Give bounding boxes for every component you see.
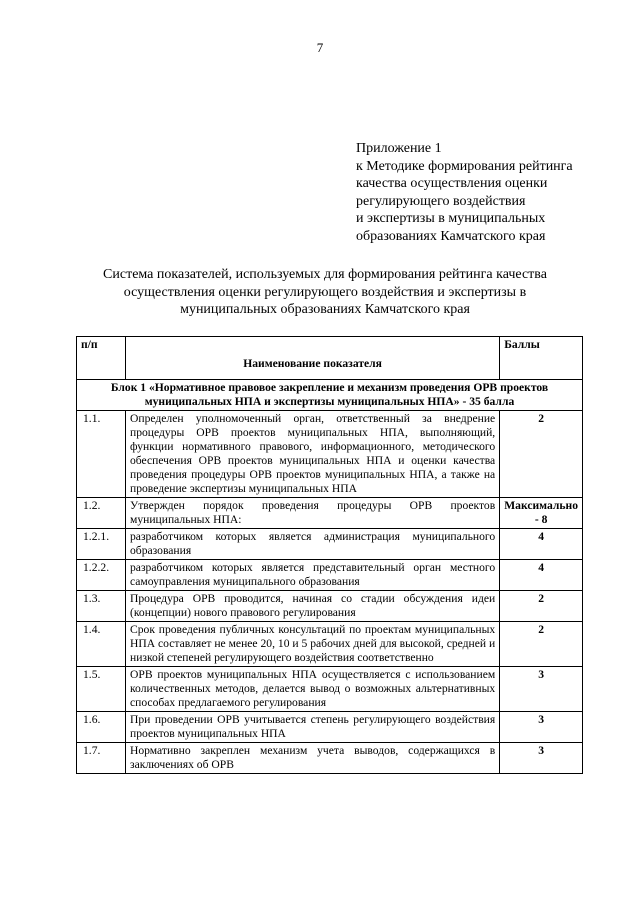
table-row [77,743,583,774]
row-num: 1.2.2. [77,560,126,591]
document-title: Система показателей, используемых для формирования рейтинга качества осуществления оценки регулирующего воздействия и экспертизы в муниципальных образованиях Камчатского края [103,267,547,317]
row-score: 4 [500,560,583,591]
row-num: 1.6. [77,712,126,743]
page-number: 7 [316,40,324,55]
row-score: 3 [500,712,583,743]
row-text: разработчиком которых является администрация муниципального образования [126,529,500,560]
indicators-table [76,336,583,774]
row-score: 3 [500,743,583,774]
row-num: 1.5. [77,667,126,712]
row-score: Максимально - 8 [500,498,583,529]
table-row [77,529,583,560]
header-name: Наименование показателя [126,337,500,380]
row-score: 2 [500,411,583,498]
table-row [77,498,583,529]
appendix-line: регулирующего воздействия [356,193,526,209]
row-text: Процедура ОРВ проводится, начиная со стадии обсуждения идеи (концепции) нового правового регулирования [126,591,500,622]
row-text: При проведении ОРВ учитывается степень регулирующего воздействия проектов муниципальных НПА [126,712,500,743]
table-row [77,560,583,591]
block-heading-row [77,380,583,411]
row-num: 1.7. [77,743,126,774]
table-row [77,622,583,667]
row-num: 1.3. [77,591,126,622]
row-score: 2 [500,591,583,622]
appendix-header [356,140,626,245]
row-score: 2 [500,622,583,667]
row-text: ОРВ проектов муниципальных НПА осуществляется с использованием количественных методов, делается вывод о возможных альтернативных способах предлагаемого регулирования [126,667,500,712]
table-row [77,411,583,498]
appendix-line: к Методике формирования рейтинга [356,158,573,174]
appendix-line: Приложение 1 [356,141,442,156]
row-text: Нормативно закреплен механизм учета выводов, содержащихся в заключениях об ОРВ [126,743,500,774]
row-score: 3 [500,667,583,712]
row-num: 1.2.1. [77,529,126,560]
row-text: Утвержден порядок проведения процедуры ОРВ проектов муниципальных НПА: [126,498,500,529]
header-score: Баллы [500,337,583,380]
table-row [77,667,583,712]
appendix-line: и экспертизы в муниципальных [356,211,546,226]
row-text: Срок проведения публичных консультаций по проектам муниципальных НПА составляет не менее 20, 10 и 5 рабочих дней для высокой, средней и низкой степеней регулирующего воздействия соответственно [126,622,500,667]
row-num: 1.2. [77,498,126,529]
row-num: 1.1. [77,411,126,498]
row-score: 4 [500,529,583,560]
row-text: Определен уполномоченный орган, ответственный за внедрение процедуры ОРВ проектов муниципальных НПА, выполняющий, функции нормативного правового, информационного, методического обеспечения ОРВ проектов муниципальных НПА и оценки качества проведения процедуры ОРВ проектов муниципальных НПА, а также на проведение экспертизы муниципальных НПА [126,411,500,498]
row-num: 1.4. [77,622,126,667]
row-text: разработчиком которых является представительный орган местного самоуправления муниципального образования [126,560,500,591]
table-row [77,591,583,622]
block-heading: Блок 1 «Нормативное правовое закрепление и механизм проведения ОРВ проектов муниципальных НПА и экспертизы муниципальных НПА» - 35 балла [77,380,583,411]
table-row [77,712,583,743]
appendix-line: образованиях Камчатского края [356,228,546,244]
appendix-line: качества осуществления оценки [356,176,548,191]
header-num: п/п [77,337,126,380]
table-header-row [77,337,583,380]
